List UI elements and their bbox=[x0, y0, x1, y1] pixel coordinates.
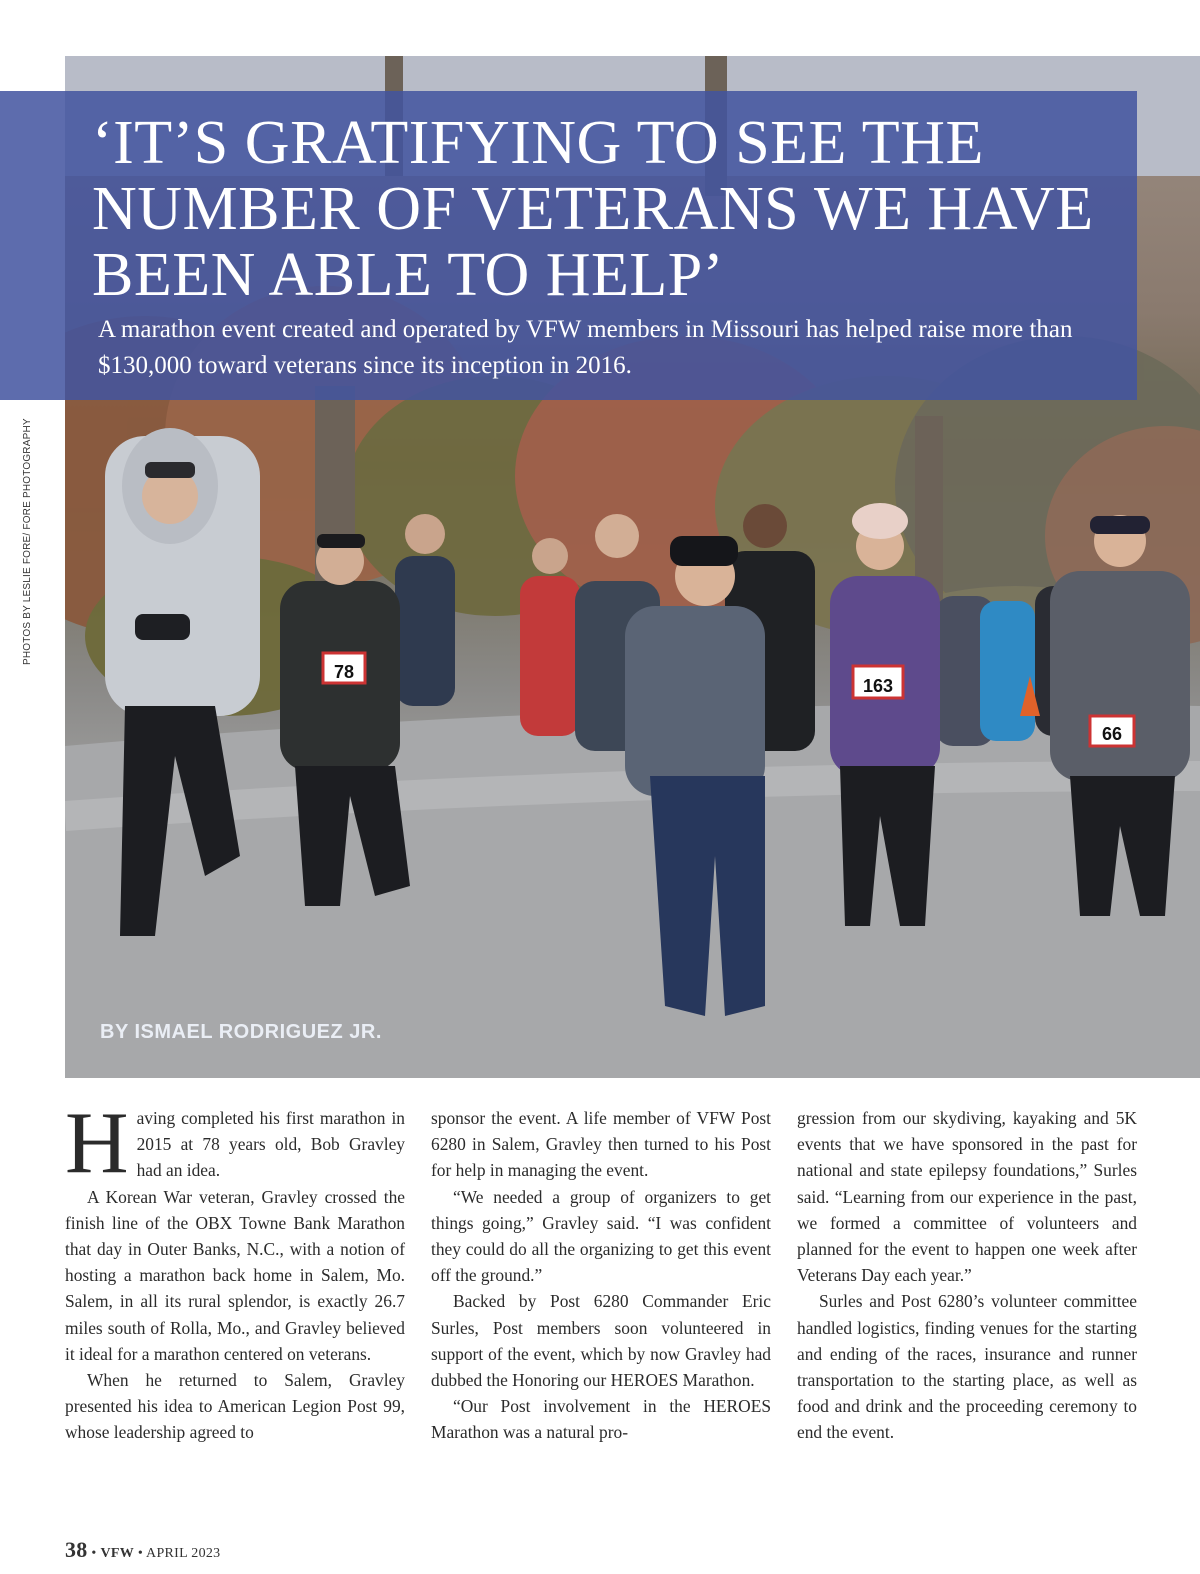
byline: BY ISMAEL RODRIGUEZ JR. bbox=[100, 1021, 382, 1043]
page-footer bbox=[65, 1537, 220, 1563]
deck-subtitle: A marathon event created and operated by VFW members in Missouri has helped raise more than $130,000 toward veterans since its inception in 2016. bbox=[98, 316, 1073, 379]
separator: • bbox=[91, 1546, 97, 1561]
bib-number: 66 bbox=[1101, 724, 1123, 744]
paragraph: Surles and Post 6280’s volunteer committee handled logistics, finding venues for the starting and ending of the races, insurance and runner transportation to the starting place, as well as food and drink and the proceeding ceremony to end the event. bbox=[797, 1291, 1137, 1443]
bib-number: 78 bbox=[333, 662, 355, 682]
article-column-2 bbox=[431, 1105, 771, 1446]
page-number: 38 bbox=[65, 1537, 88, 1562]
bib-number: 163 bbox=[862, 676, 894, 696]
article-column-3 bbox=[797, 1105, 1137, 1446]
paragraph: A Korean War veteran, Gravley crossed the finish line of the OBX Towne Bank Marathon that day in Outer Banks, N.C., with a notion of hosting a marathon back home in Salem, Mo. Salem, in all its rural splendor, is exactly 26.7 miles south of Rolla, Mo., and Gravley believed it ideal for a marathon centered on veterans. bbox=[65, 1186, 405, 1364]
magazine-name: VFW bbox=[100, 1546, 134, 1561]
paragraph: Having completed his first marathon in 2015 at 78 years old, Bob Gravley had an idea. bbox=[65, 1095, 405, 1192]
headline: ‘IT’S GRATIFYING TO SEE THE NUMBER OF VETERANS WE HAVE BEEN ABLE TO HELP’ bbox=[92, 109, 1094, 309]
article-column-1 bbox=[65, 1095, 405, 1446]
drop-cap: H bbox=[65, 1095, 129, 1192]
paragraph: gression from our skydiving, kayaking and 5K events that we have sponsored in the past for national and state epilepsy foundations,” Surles said. “Learning from our experience in the past, we formed a committee of volunteers and planned for the event to happen one week after Veterans Day each year.” bbox=[797, 1108, 1137, 1286]
paragraph: “We needed a group of organizers to get things going,” Gravley said. “I was confident they could do all the organizing to get this event off the ground.” bbox=[431, 1186, 771, 1286]
separator: • bbox=[137, 1546, 144, 1561]
paragraph: Backed by Post 6280 Commander Eric Surles, Post members soon volunteered in support of the event, which by now Gravley had dubbed the Honoring our HEROES Marathon. bbox=[431, 1291, 771, 1391]
paragraph: “Our Post involvement in the HEROES Marathon was a natural pro- bbox=[431, 1396, 771, 1443]
issue-date: APRIL 2023 bbox=[146, 1546, 221, 1561]
paragraph: sponsor the event. A life member of VFW Post 6280 in Salem, Gravley then turned to his Post for help in managing the event. bbox=[431, 1108, 771, 1181]
photo-credit: PHOTOS BY LESLIE FORE/ FORE PHOTOGRAPHY bbox=[22, 418, 33, 665]
paragraph: When he returned to Salem, Gravley presented his idea to American Legion Post 99, whose leadership agreed to bbox=[65, 1370, 405, 1443]
